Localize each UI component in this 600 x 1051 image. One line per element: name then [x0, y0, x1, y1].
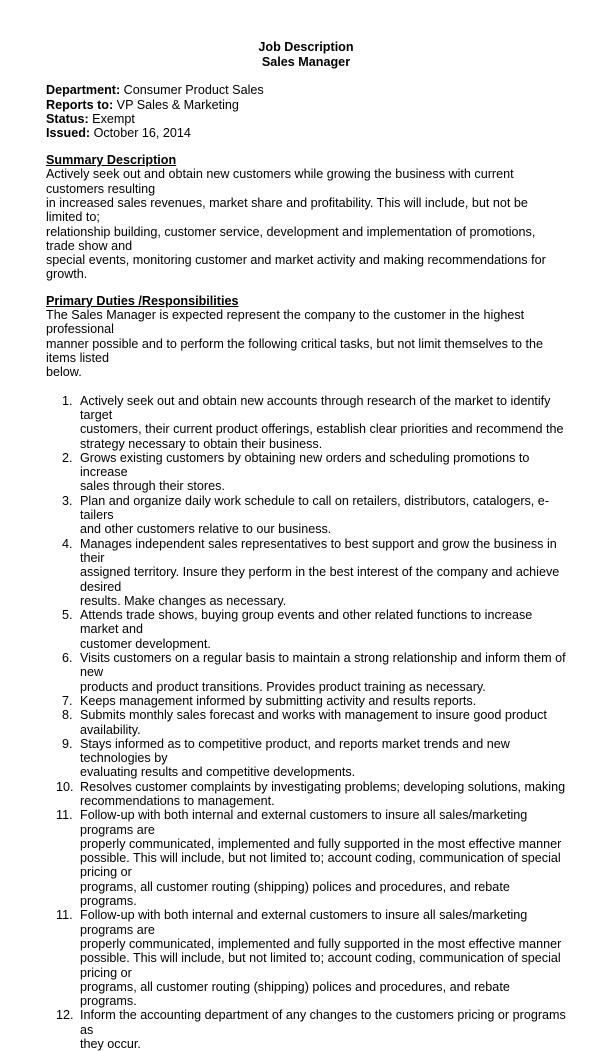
meta-value: October 16, 2014	[90, 126, 191, 141]
duty-line: Plan and organize daily work schedule to call on retailers, distributors, catalogers, e-tailers	[80, 493, 550, 523]
meta-value: VP Sales & Marketing	[113, 97, 239, 112]
duty-item	[46, 451, 566, 494]
document-page	[46, 40, 566, 1051]
duty-item	[46, 694, 566, 708]
document-subtitle: Sales Manager	[261, 54, 351, 69]
duty-number: 9.	[62, 736, 73, 751]
duty-item	[46, 651, 566, 694]
meta-key: Department:	[46, 83, 121, 98]
summary-line: special events, monitoring customer and market activity and making recommendations for growth.	[46, 253, 546, 282]
duty-line: Manages independent sales representatives to best support and grow the business in their	[80, 536, 557, 565]
duty-line: Visits customers on a regular basis to maintain a strong relationship and inform them of new	[80, 651, 566, 680]
duty-line: evaluating results and competitive developments.	[80, 765, 356, 780]
duty-line: Resolves customer complaints by investigating problems; developing solutions, making	[80, 779, 566, 794]
summary-line: Actively seek out and obtain new customers while growing the business with current customers resulting	[46, 167, 514, 196]
duties-heading: Primary Duties /Responsibilities	[46, 293, 239, 308]
duty-item	[46, 1008, 566, 1051]
duty-number: 10.	[56, 779, 74, 794]
duties-intro-line: below.	[46, 365, 82, 380]
duty-number: 6.	[62, 651, 73, 666]
duty-line: Keeps management informed by submitting activity and results reports.	[80, 693, 477, 708]
meta-issued	[46, 126, 566, 140]
duty-item	[46, 537, 566, 608]
meta-key: Issued:	[46, 126, 91, 141]
duty-number: 1.	[62, 393, 73, 408]
summary-paragraph	[46, 167, 566, 281]
duties-intro	[46, 308, 566, 379]
duties-intro-line: manner possible and to perform the following critical tasks, but not limit themselves to the items listed	[46, 336, 543, 366]
title-block	[46, 40, 566, 69]
duty-number: 5.	[62, 608, 73, 623]
duty-line: results. Make changes as necessary.	[80, 593, 287, 608]
summary-line: in increased sales revenues, market share and profitability. This will include, but not be limited to;	[46, 195, 528, 225]
duty-line: Submits monthly sales forecast and works with management to insure good product availability.	[80, 708, 547, 737]
duty-line: recommendations to management.	[80, 793, 275, 808]
duty-item	[46, 608, 566, 651]
document-title: Job Description	[258, 40, 354, 54]
meta-reports-to	[46, 98, 566, 112]
duty-line: customers, their current product offerings, establish clear priorities and recommend the	[80, 422, 564, 437]
duty-number: 2.	[62, 450, 73, 465]
duty-number: 11.	[56, 908, 73, 923]
duty-number: 8.	[62, 708, 73, 723]
duty-line: Follow-up with both internal and external customers to insure all sales/marketing programs are	[80, 808, 528, 837]
duty-line: Inform the accounting department of any changes to the customers pricing or programs as	[80, 1008, 566, 1037]
duty-line: and other customers relative to our business.	[80, 522, 332, 537]
duty-line: Actively seek out and obtain new accounts through research of the market to identify target	[80, 393, 551, 422]
duty-number: 4.	[62, 536, 73, 551]
duty-line: Grows existing customers by obtaining new orders and scheduling promotions to increase	[80, 450, 530, 480]
duty-number: 11.	[56, 808, 73, 823]
duty-item	[46, 737, 566, 780]
meta-key: Reports to:	[46, 97, 114, 112]
meta-department	[46, 83, 566, 97]
duties-intro-line: The Sales Manager is expected represent the company to the customer in the highest professional	[46, 308, 525, 337]
duty-line: programs, all customer routing (shipping) polices and procedures, and rebate programs.	[80, 879, 510, 909]
duty-number: 7.	[62, 693, 73, 708]
duty-item	[46, 394, 566, 451]
duty-line: customer development.	[80, 636, 211, 651]
meta-value: Exempt	[88, 112, 135, 126]
duty-line: products and product transitions. Provides product training as necessary.	[80, 679, 486, 694]
duty-line: sales through their stores.	[80, 479, 225, 494]
duty-item	[46, 708, 566, 737]
duty-line: they occur.	[80, 1037, 141, 1051]
duty-item	[46, 808, 566, 908]
duty-item	[46, 780, 566, 809]
meta-key: Status:	[46, 112, 89, 126]
duty-number: 3.	[62, 493, 73, 508]
summary-line: relationship building, customer service, development and implementation of promotions, trade show and	[46, 224, 536, 253]
duty-line: Attends trade shows, buying group events and other related functions to increase market and	[80, 608, 533, 637]
meta-block	[46, 83, 566, 141]
duty-line: possible. This will include, but not limited to; account coding, communication of special pricing or	[80, 851, 561, 880]
meta-status	[46, 112, 566, 126]
duty-line: properly communicated, implemented and fully supported in the most effective manner	[80, 836, 562, 851]
duties-list	[46, 394, 566, 1051]
duty-line: assigned territory. Insure they perform in the best interest of the company and achieve desired	[80, 565, 560, 594]
summary-heading: Summary Description	[46, 152, 177, 167]
duty-line: properly communicated, implemented and fully supported in the most effective manner	[80, 936, 562, 951]
duty-line: Follow-up with both internal and external customers to insure all sales/marketing programs are	[80, 908, 528, 937]
duty-line: possible. This will include, but not limited to; account coding, communication of special pricing or	[80, 951, 561, 980]
duty-line: Stays informed as to competitive product, and reports market trends and new technologies by	[80, 736, 510, 766]
duty-item	[46, 494, 566, 537]
duty-line: programs, all customer routing (shipping) polices and procedures, and rebate programs.	[80, 979, 510, 1009]
duty-number: 12.	[56, 1008, 74, 1023]
duty-line: strategy necessary to obtain their business.	[80, 436, 323, 451]
duty-item	[46, 908, 566, 1008]
meta-value: Consumer Product Sales	[120, 83, 264, 98]
